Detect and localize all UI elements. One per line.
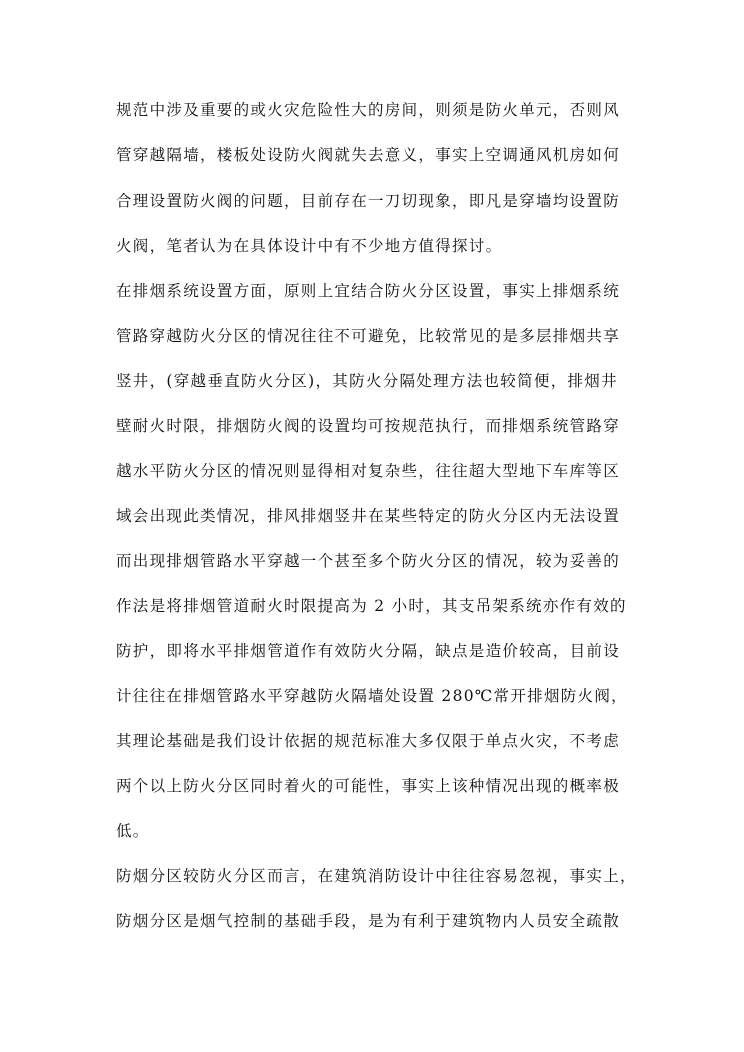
paragraph-2-line-8: 作法是将排烟管道耐火时限提高为 2 小时，其支吊架系统亦作有效的 [116, 597, 627, 615]
paragraph-3-line-2: 防烟分区是烟气控制的基础手段，是为有利于建筑物内人员安全疏散 [116, 912, 621, 930]
paragraph-2-line-3: 竖井，(穿越垂直防火分区)，其防火分隔处理方法也较简便，排烟井 [116, 372, 618, 390]
paragraph-2-line-4: 壁耐火时限，排烟防火阀的设置均可按规范执行，而排烟系统管路穿 [116, 417, 621, 435]
paragraph-1-line-1: 规范中涉及重要的或火灾危险性大的房间，则须是防火单元，否则风 [116, 101, 621, 119]
paragraph-2-line-10: 计往往在排烟管路水平穿越防火隔墙处设置 280℃常开排烟防火阀， [116, 687, 628, 705]
paragraph-2-line-2: 管路穿越防火分区的情况往往不可避免，比较常见的是多层排烟共享 [116, 327, 621, 345]
paragraph-2-line-11: 其理论基础是我们设计依据的规范标准大多仅限于单点火灾，不考虑 [116, 732, 621, 750]
paragraph-2-line-1: 在排烟系统设置方面，原则上宜结合防火分区设置，事实上排烟系统 [116, 282, 621, 300]
paragraph-1-line-4: 火阀，笔者认为在具体设计中有不少地方值得探讨。 [116, 237, 503, 255]
paragraph-2-line-7: 而出现排烟管路水平穿越一个甚至多个防火分区的情况，较为妥善的 [116, 552, 621, 570]
paragraph-2-line-6: 域会出现此类情况，排风排烟竖井在某些特定的防火分区内无法设置 [116, 507, 621, 525]
paragraph-2-line-5: 越水平防火分区的情况则显得相对复杂些，往往超大型地下车库等区 [116, 462, 621, 480]
paragraph-2-line-12: 两个以上防火分区同时着火的可能性，事实上该种情况出现的概率极 [116, 777, 621, 795]
paragraph-2-line-9: 防护，即将水平排烟管道作有效防火分隔，缺点是造价较高，目前设 [116, 642, 621, 660]
paragraph-1-line-3: 合理设置防火阀的问题，目前存在一刀切现象，即凡是穿墙均设置防 [116, 192, 621, 210]
paragraph-3-line-1: 防烟分区较防火分区而言，在建筑消防设计中往往容易忽视，事实上， [116, 867, 637, 885]
paragraph-1-line-2: 管穿越隔墙，楼板处设防火阀就失去意义，事实上空调通风机房如何 [116, 146, 621, 164]
paragraph-2-line-13: 低。 [116, 822, 150, 840]
